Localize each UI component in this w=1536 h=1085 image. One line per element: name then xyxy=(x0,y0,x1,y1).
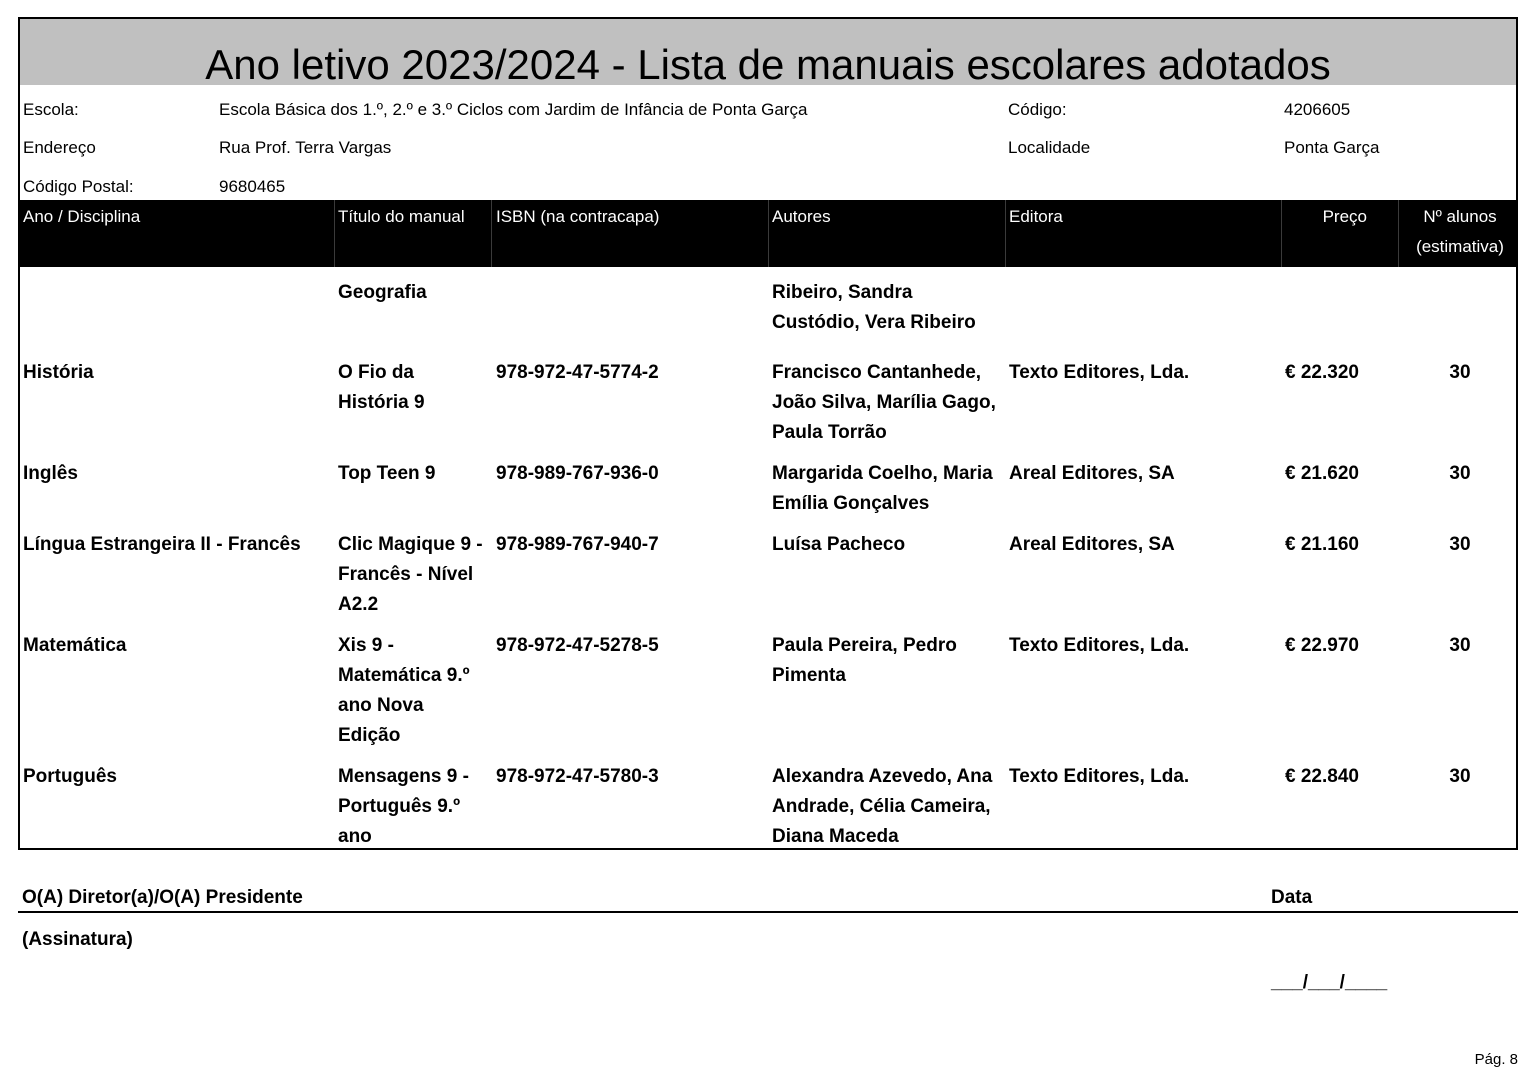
header-divider xyxy=(1398,200,1399,267)
cell-titulo: Xis 9 - Matemática 9.º ano Nova Edição xyxy=(338,635,470,746)
signature-label: (Assinatura) xyxy=(22,929,133,950)
cell-disciplina: Inglês xyxy=(23,463,78,484)
signature-line xyxy=(18,911,1518,913)
postal-value: 9680465 xyxy=(219,177,286,196)
cell-alunos: 30 xyxy=(1449,534,1471,555)
cell-disciplina: Português xyxy=(23,766,117,787)
cell-isbn: 978-972-47-5780-3 xyxy=(496,766,659,787)
date-label: Data xyxy=(1271,887,1313,908)
col-header-preco: Preço xyxy=(1322,207,1367,226)
localidade-label: Localidade xyxy=(1008,138,1091,157)
cell-autores: Alexandra Azevedo, Ana Andrade, Célia Cameira, Diana Maceda xyxy=(772,766,993,847)
cell-editora: Areal Editores, SA xyxy=(1009,463,1175,484)
cell-titulo: Geografia xyxy=(338,282,427,303)
codigo-label: Código: xyxy=(1008,100,1067,119)
cell-autores: Luísa Pacheco xyxy=(772,534,906,555)
date-blank: ___/___/____ xyxy=(1271,972,1388,993)
page-number: Pág. 8 xyxy=(1474,1051,1518,1068)
header-divider xyxy=(768,200,769,267)
cell-autores: Margarida Coelho, Maria Emília Gonçalves xyxy=(772,463,993,514)
header-divider xyxy=(491,200,492,267)
col-header-editora: Editora xyxy=(1009,207,1063,226)
cell-autores: Francisco Cantanhede, João Silva, Marília Gago, Paula Torrão xyxy=(772,362,996,443)
col-header-isbn: ISBN (na contracapa) xyxy=(496,207,660,226)
cell-disciplina: História xyxy=(23,362,94,383)
cell-titulo: Clic Magique 9 - Francês - Nível A2.2 xyxy=(338,534,483,615)
cell-alunos: 30 xyxy=(1449,766,1471,787)
cell-preco: € 22.840 xyxy=(1285,766,1359,787)
cell-titulo: O Fio da História 9 xyxy=(338,362,425,413)
cell-autores: Paula Pereira, Pedro Pimenta xyxy=(772,635,957,686)
cell-alunos: 30 xyxy=(1449,463,1471,484)
cell-autores: Ribeiro, Sandra Custódio, Vera Ribeiro xyxy=(772,282,976,333)
escola-value: Escola Básica dos 1.º, 2.º e 3.º Ciclos com Jardim de Infância de Ponta Garça xyxy=(219,100,808,119)
col-header-alunos: Nº alunos (estimativa) xyxy=(1416,207,1504,256)
cell-disciplina: Língua Estrangeira II - Francês xyxy=(23,534,301,555)
codigo-value: 4206605 xyxy=(1284,100,1351,119)
cell-isbn: 978-989-767-940-7 xyxy=(496,534,659,555)
page-title: Ano letivo 2023/2024 - Lista de manuais escolares adotados xyxy=(205,41,1331,88)
header-divider xyxy=(1281,200,1282,267)
cell-isbn: 978-972-47-5278-5 xyxy=(496,635,659,656)
cell-preco: € 22.320 xyxy=(1285,362,1359,383)
escola-label: Escola: xyxy=(23,100,79,119)
manual-list-document xyxy=(18,17,1518,850)
cell-titulo: Top Teen 9 xyxy=(338,463,436,484)
cell-editora: Texto Editores, Lda. xyxy=(1009,635,1190,656)
cell-titulo: Mensagens 9 - Português 9.º ano xyxy=(338,766,469,847)
cell-editora: Texto Editores, Lda. xyxy=(1009,362,1190,383)
cell-isbn: 978-989-767-936-0 xyxy=(496,463,659,484)
postal-label: Código Postal: xyxy=(23,177,134,196)
cell-editora: Areal Editores, SA xyxy=(1009,534,1175,555)
header-divider xyxy=(334,200,335,267)
cell-editora: Texto Editores, Lda. xyxy=(1009,766,1190,787)
table-header xyxy=(20,200,1516,267)
col-header-autores: Autores xyxy=(772,207,831,226)
cell-alunos: 30 xyxy=(1449,362,1471,383)
endereco-value: Rua Prof. Terra Vargas xyxy=(219,138,392,157)
header-divider xyxy=(1005,200,1006,267)
cell-preco: € 21.160 xyxy=(1285,534,1359,555)
cell-preco: € 22.970 xyxy=(1285,635,1359,656)
cell-alunos: 30 xyxy=(1449,635,1471,656)
cell-preco: € 21.620 xyxy=(1285,463,1359,484)
cell-disciplina: Matemática xyxy=(23,635,127,656)
cell-isbn: 978-972-47-5774-2 xyxy=(496,362,659,383)
director-label: O(A) Diretor(a)/O(A) Presidente xyxy=(22,887,303,908)
endereco-label: Endereço xyxy=(23,138,96,157)
col-header-disciplina: Ano / Disciplina xyxy=(23,207,141,226)
col-header-titulo: Título do manual xyxy=(338,207,465,226)
localidade-value: Ponta Garça xyxy=(1284,138,1380,157)
title-bar xyxy=(20,19,1516,88)
